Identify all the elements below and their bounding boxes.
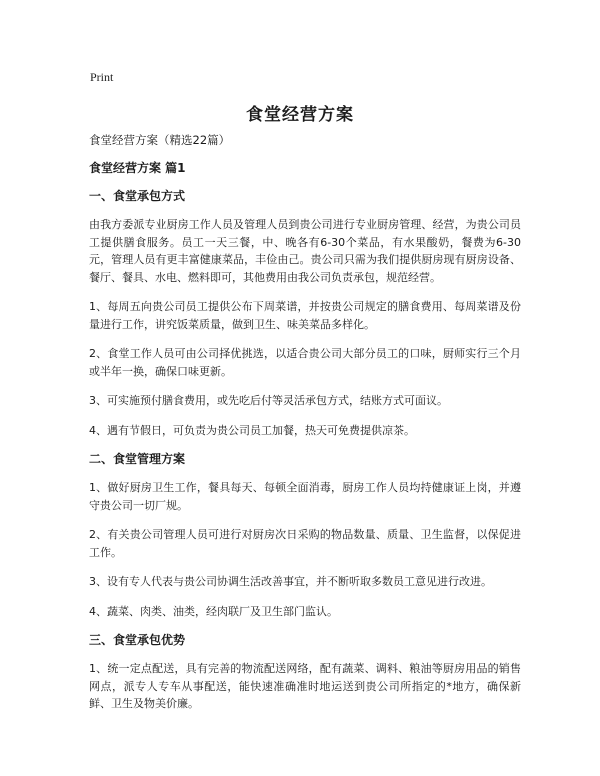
paragraph: 4、遇有节假日，可负责为贵公司员工加餐，热天可免费提供凉茶。 <box>89 423 415 437</box>
paragraph: 1、每周五向贵公司员工提供公布下周菜谱，并按贵公司规定的膳食费用、每周菜谱及份量进行工作，讲究饭菜质量，做到卫生、味美菜品多样化。 <box>89 300 521 331</box>
paragraph: 3、可实施预付膳食费用，或先吃后付等灵活承包方式，结账方式可面议。 <box>89 394 448 407</box>
print-label: Print <box>90 70 114 84</box>
paragraph: 4、蔬菜、肉类、油类，经肉联厂及卫生部门监认。 <box>89 604 338 618</box>
section-heading: 二、食堂管理方案 <box>89 452 186 466</box>
paragraph: 1、做好厨房卫生工作，餐具每天、每顿全面消毒，厨房工作人员均持健康证上岗，并遵守贵公司一切厂规。 <box>89 481 521 512</box>
document-subtitle: 食堂经营方案（精选22篇） <box>89 133 231 147</box>
paragraph: 2、有关贵公司管理人员可进行对厨房次日采购的物品数量、质量、卫生监督，以保促进工作。 <box>89 528 521 559</box>
document-title: 食堂经营方案 <box>246 105 354 125</box>
document-body <box>89 132 521 725</box>
paragraph: 由我方委派专业厨房工作人员及管理人员到贵公司进行专业厨房管理、经营，为贵公司员工提供膳食服务。员工一天三餐，中、晚各有6-30个菜品，有水果酸奶，餐费为6-30元，管理人员有更丰富健康菜品，丰俭由己。贵公司只需为我们提供厨房现有厨房设备、餐厅、餐具、水电、燃料即可，其他费用由我公司负责承包，规范经营。 <box>89 218 521 284</box>
article-heading: 食堂经营方案 篇1 <box>89 161 186 175</box>
section-heading: 三、食堂承包优势 <box>89 633 186 647</box>
paragraph: 1、统一定点配送，具有完善的物流配送网络，配有蔬菜、调料、粮油等厨房用品的销售网点，派专人专车从事配送，能快速准确准时地运送到贵公司所指定的*地方，确保新鲜、卫生及物美价廉。 <box>89 662 521 710</box>
section-heading: 一、食堂承包方式 <box>89 189 186 203</box>
paragraph: 3、设有专人代表与贵公司协调生活改善事宜，并不断听取多数员工意见进行改进。 <box>89 575 492 588</box>
paragraph: 2、食堂工作人员可由公司择优挑选，以适合贵公司大部分员工的口味，厨师实行三个月或半年一换，确保口味更新。 <box>89 347 521 378</box>
